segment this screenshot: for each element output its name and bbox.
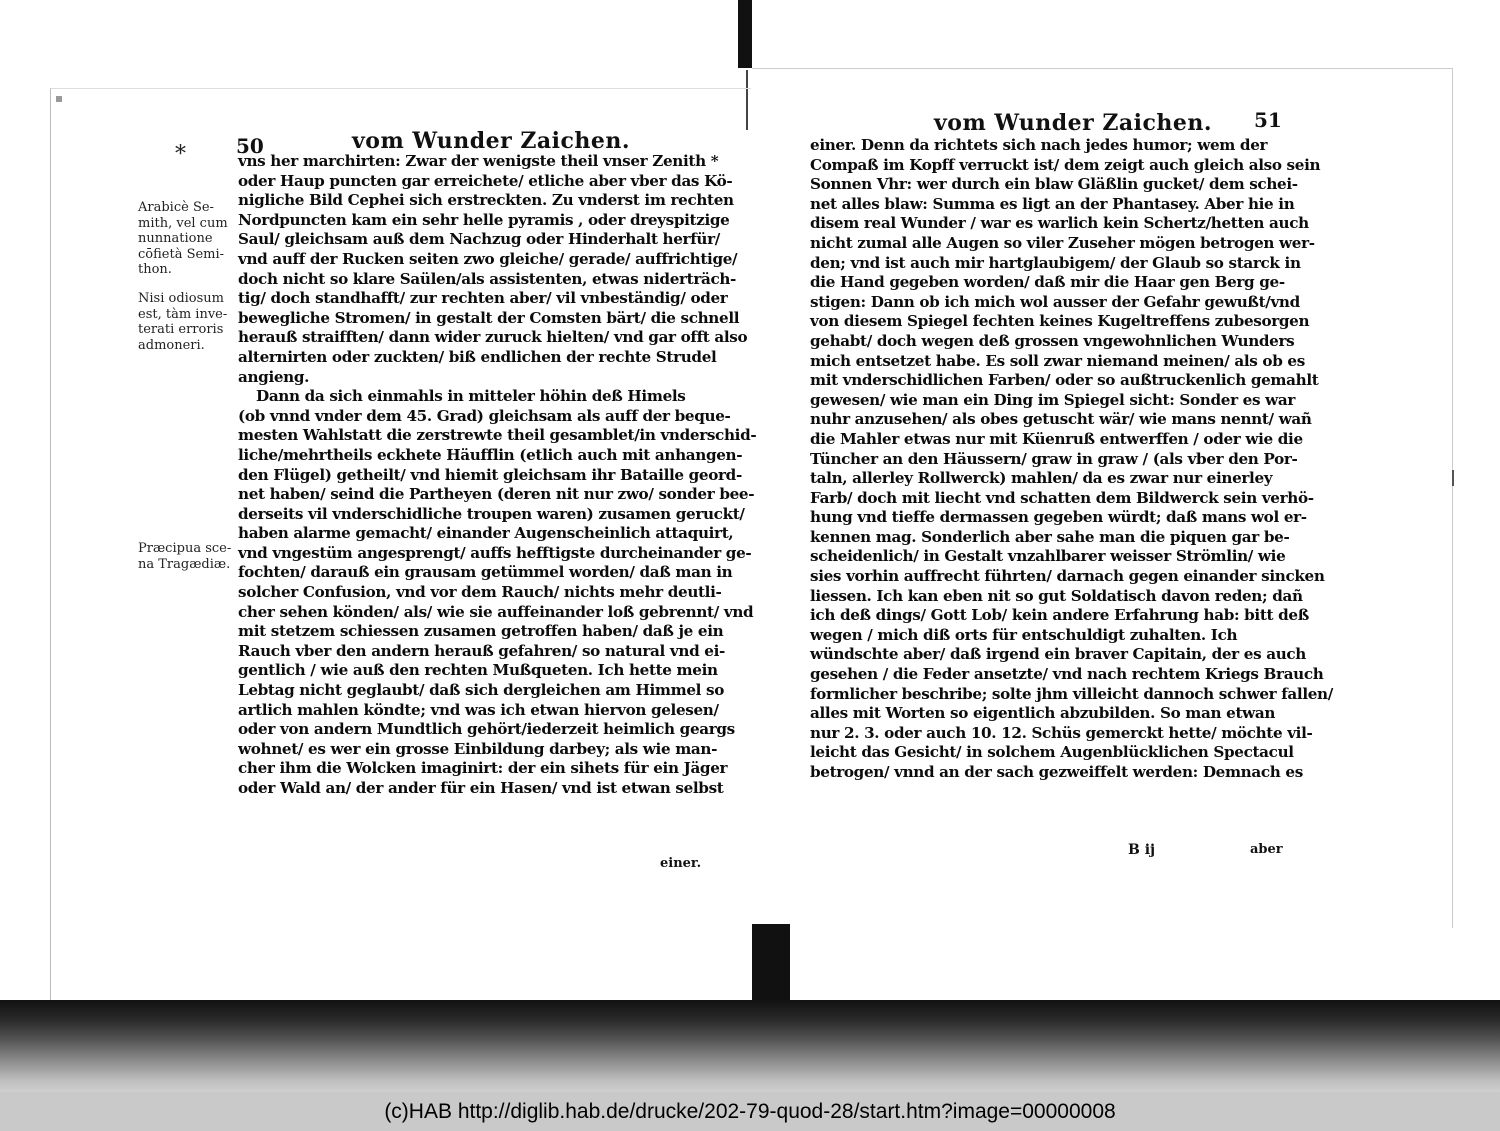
text-line: taln, allerley Rollwerck) mahlen/ da es zwar nur einerley (810, 469, 1273, 488)
text-line: disem real Wunder / war es warlich kein Schertz/hetten auch (810, 214, 1309, 233)
text-line: alternirten oder zuckten/ biß endlichen der rechte Strudel (238, 347, 717, 366)
text-line: Sonnen Vhr: wer durch ein blaw Gläßlin gucket/ dem schei- (810, 175, 1298, 194)
text-line: leicht das Gesicht/ in solchem Augenblücklichen Spectacul (810, 743, 1294, 762)
text-line: net haben/ seind die Partheyen (deren nit nur zwo/ sonder bee- (238, 485, 755, 504)
text-line: die Hand gegeben worden/ daß mir die Haar gen Berg ge- (810, 273, 1285, 292)
text-line: liche/mehrtheils eckhete Häufflin (etlich auch mit anhangen- (238, 445, 743, 464)
margin-line: Præcipua sce- (138, 541, 232, 556)
text-line: Tüncher an den Häussern/ graw in graw / (als vber den Por- (810, 449, 1298, 468)
text-line: Compaß im Kopff verruckt ist/ dem zeigt auch gleich also sein (810, 155, 1321, 174)
text-line: gewesen/ wie man ein Ding im Spiegel sicht: Sonder es war (810, 390, 1295, 409)
text-line: nur 2. 3. oder auch 10. 12. Schüs gemerckt hette/ möchte vil- (810, 723, 1313, 742)
text-line: Rauch vber den andern herauß gefahren/ so natural vnd ei- (238, 641, 725, 660)
text-line: cher sehen könden/ als/ wie sie auffeinander loß gebrennt/ vnd (238, 602, 754, 621)
text-line: nuhr anzusehen/ als obes getuscht wär/ wie mans nennt/ wañ (810, 410, 1312, 429)
margin-line: mith, vel cum (138, 215, 228, 231)
text-line: kennen mag. Sonderlich aber sahe man die piquen gar be- (810, 527, 1290, 546)
text-line: herauß straifften/ dann wider zuruck hielten/ vnd gar offt also (238, 328, 748, 347)
gutter-shadow-top (738, 0, 752, 68)
text-line: nigliche Bild Cephei sich erstreckten. Zu vnderst im rechten (238, 191, 734, 210)
right-folio: 51 (1254, 108, 1282, 132)
star-note-icon: * (175, 142, 186, 167)
text-line: gehabt/ doch wegen deß grossen vngewohnlichen Wunders (810, 331, 1295, 350)
margin-note-odiosum (138, 291, 227, 353)
margin-line: admoneri. (138, 337, 205, 353)
text-line: Saul/ gleichsam auß dem Nachzug oder Hinderhalt herfür/ (238, 230, 720, 249)
text-line: den Flügel) getheilt/ vnd hiemit gleichsam ihr Bataille geord- (238, 465, 742, 484)
copyright-footer (0, 1092, 1500, 1131)
text-line: angieng. (238, 367, 310, 386)
right-body-text (810, 136, 1333, 783)
text-line: Lebtag nicht geglaubt/ daß sich dergleichen am Himmel so (238, 681, 724, 700)
text-line: scheidenlich/ in Gestalt vnzahlbarer weisser Strömlin/ wie (810, 547, 1286, 566)
text-line: mesten Wahlstatt die zerstrewte theil gesamblet/in vnderschid- (238, 426, 757, 445)
text-line: vns her marchirten: Zwar der wenigste theil vnser Zenith * (238, 152, 719, 170)
text-line: gentlich / wie auß den rechten Mußqueten. Ich hette mein (238, 661, 718, 680)
margin-line: Nisi odiosum (138, 291, 224, 306)
text-line: sies vorhin auffrecht führten/ darnach gegen einander sincken (810, 567, 1325, 586)
scanner-edge-shadow (0, 1000, 1500, 1092)
text-line: cher ihm die Wolcken imaginirt: der ein sihets für ein Jäger (238, 759, 728, 778)
text-line: vnd vngestüm angesprengt/ auffs hefftigste durcheinander ge- (238, 543, 752, 562)
margin-line: thon. (138, 262, 172, 277)
text-line: stigen: Dann ob ich mich wol ausser der Gefahr gewußt/vnd (810, 292, 1300, 311)
right-catchword: aber (1250, 842, 1283, 857)
text-line: von diesem Spiegel fechten keines Kugeltreffens zubesorgen (810, 312, 1310, 331)
margin-note-arabic (138, 200, 228, 278)
text-line: alles mit Worten so eigentlich abzubilden. So man etwan (810, 704, 1276, 723)
text-line: Farb/ doch mit liecht vnd schatten dem Bildwerck sein verhö- (810, 488, 1314, 507)
text-line: oder Wald an/ der ander für ein Hasen/ vnd ist etwan selbst (238, 779, 724, 797)
margin-line: cōfietà Semi- (138, 246, 225, 262)
margin-line: na Tragædiæ. (138, 556, 231, 572)
text-line: haben alarme gemacht/ einander Augenscheinlich attaquirt, (238, 524, 734, 543)
signature-mark: B ij (1128, 842, 1156, 858)
text-line: mich entsetzet habe. Es soll zwar niemand meinen/ als ob es (810, 351, 1305, 370)
margin-line: nunnatione (138, 231, 213, 246)
text-line: einer. Denn da richtets sich nach jedes humor; wem der (810, 136, 1268, 154)
scan-speck (1452, 470, 1454, 486)
text-line: ich deß dings/ Gott Lob/ kein andere Erfahrung hab: bitt deß (810, 606, 1309, 625)
text-line: oder von andern Mundtlich gehört/iederzeit heimlich geargs (238, 720, 735, 739)
text-line: fochten/ darauß ein grausam getümmel worden/ daß man in (238, 563, 733, 582)
text-line: bewegliche Stromen/ in gestalt der Comsten bärt/ die schnell (238, 308, 740, 327)
margin-line: Arabicè Se- (138, 200, 214, 215)
text-line: wegen / mich diß orts für entschuldigt zuhalten. Ich (810, 625, 1238, 644)
margin-line: terati erroris (138, 322, 224, 337)
text-line: (ob vnnd vnder dem 45. Grad) gleichsam als auff der beque- (238, 406, 731, 425)
text-line: Dann da sich einmahls in mitteler höhin deß Himels (256, 387, 686, 406)
text-line: mit vnderschidlichen Farben/ oder so außtruckenlich gemahlt (810, 371, 1319, 390)
margin-line: est, tàm inve- (138, 306, 228, 322)
left-catchword: einer. (660, 856, 702, 871)
text-line: vnd auff der Rucken seiten zwo gleiche/ gerade/ auffrichtige/ (238, 249, 738, 268)
text-line: nicht zumal alle Augen so viler Zuseher mögen betrogen wer- (810, 233, 1315, 252)
text-line: die Mahler etwas nur mit Küenruß entwerffen / oder wie die (810, 429, 1303, 448)
text-line: mit stetzem schiessen zusamen getroffen haben/ daß je ein (238, 622, 724, 641)
text-line: wündschte aber/ daß irgend ein braver Capitain, der es auch (810, 645, 1306, 664)
left-body-text (238, 152, 757, 799)
right-running-head: vom Wunder Zaichen. (934, 110, 1213, 136)
text-line: gesehen / die Feder ansetzte/ vnd nach rechtem Kriegs Brauch (810, 665, 1324, 684)
scan-speck (56, 96, 62, 102)
left-folio: 50 (236, 134, 264, 158)
copyright-text: (c)HAB http://diglib.hab.de/drucke/202-79-quod-28/start.htm?image=00000008 (384, 1099, 1116, 1123)
text-line: tig/ doch standhafft/ zur rechten aber/ vil vnbeständig/ oder (238, 289, 728, 308)
text-line: doch nicht so klare Saülen/als assistenten, etwas niderträch- (238, 269, 737, 288)
text-line: Nordpuncten kam ein sehr helle pyramis , oder dreyspitzige (238, 210, 730, 229)
text-line: liessen. Ich kan eben nit so gut Soldatisch davon reden; dañ (810, 586, 1303, 605)
text-line: den; vnd ist auch mir hartglaubigem/ der Glaub so starck in (810, 253, 1301, 272)
text-line: solcher Confusion, vnd vor dem Rauch/ nichts mehr deutli- (238, 583, 722, 602)
text-line: wohnet/ es wer ein grosse Einbildung darbey; als wie man- (238, 739, 718, 758)
text-line: artlich mahlen köndte; vnd was ich etwan hiervon gelesen/ (238, 700, 719, 719)
margin-note-tragaedia (138, 541, 231, 572)
text-line: hung vnd tieffe dermassen gegeben würdt; daß mans wol er- (810, 508, 1307, 527)
right-page-edge (1452, 68, 1453, 928)
left-running-head: vom Wunder Zaichen. (352, 128, 631, 154)
text-line: formlicher beschribe; solte jhm villeicht dannoch schwer fallen/ (810, 684, 1333, 703)
text-line: derseits vil vnderschidliche troupen waren) zusamen geruckt/ (238, 504, 745, 523)
text-line: betrogen/ vnnd an der sach gezweiffelt werden: Demnach es (810, 763, 1303, 781)
text-line: net alles blaw: Summa es ligt an der Phantasey. Aber hie in (810, 194, 1295, 213)
text-line: oder Haup puncten gar erreichete/ etliche aber vber das Kö- (238, 171, 733, 190)
